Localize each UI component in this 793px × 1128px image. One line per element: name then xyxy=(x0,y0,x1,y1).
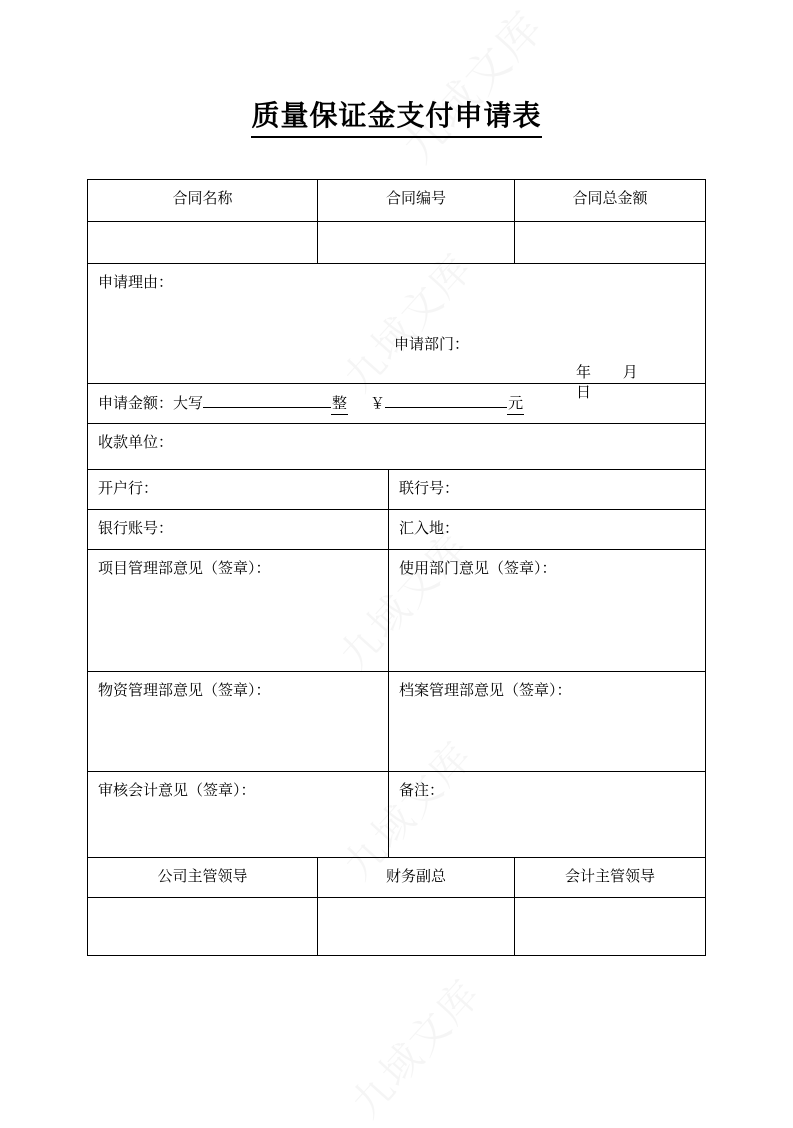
application-reason-label: 申请理由： xyxy=(98,275,174,291)
table-row-payee xyxy=(88,424,706,470)
accounting-leader-signature-field[interactable] xyxy=(515,898,706,956)
cell-contract-name-label xyxy=(88,180,318,222)
table-row-bank-account xyxy=(88,510,706,550)
archives-dept-opinion-cell[interactable] xyxy=(389,672,706,772)
remit-location-cell[interactable] xyxy=(389,510,706,550)
bank-account-label: 银行账号： xyxy=(98,521,174,537)
archives-dept-opinion-label: 档案管理部意见（签章）： xyxy=(399,683,572,699)
audit-accountant-opinion-label: 审核会计意见（签章）： xyxy=(98,783,256,799)
cell-contract-total-label xyxy=(515,180,706,222)
company-leader-signature-field[interactable] xyxy=(88,898,318,956)
project-dept-opinion-label: 项目管理部意见（签章）： xyxy=(98,561,271,577)
amount-chinese-prefix: 大写 xyxy=(173,396,204,412)
table-row-opinion-project-usage xyxy=(88,550,706,672)
cell-accounting-leader-label xyxy=(515,858,706,898)
amount-chinese-suffix: 整 xyxy=(331,394,348,415)
cell-finance-vp-label xyxy=(318,858,515,898)
table-row-reason xyxy=(88,264,706,384)
audit-accountant-opinion-cell[interactable] xyxy=(88,772,389,858)
using-dept-opinion-cell[interactable] xyxy=(389,550,706,672)
amount-numeric-input[interactable] xyxy=(385,407,507,408)
contract-name-label: 合同名称 xyxy=(172,191,233,207)
applicant-department-label: 申请部门： xyxy=(394,337,470,353)
finance-vp-signature-field[interactable] xyxy=(318,898,515,956)
bank-branch-cell[interactable] xyxy=(88,470,389,510)
payee-cell[interactable] xyxy=(88,424,706,470)
project-dept-opinion-cell[interactable] xyxy=(88,550,389,672)
application-reason-cell[interactable] xyxy=(88,264,706,402)
contract-total-label: 合同总金额 xyxy=(572,191,648,207)
watermark-text xyxy=(337,965,492,1128)
table-row-approver-signatures xyxy=(88,898,706,956)
table-row-bank-branch xyxy=(88,470,706,510)
table-row-approver-headers xyxy=(88,858,706,898)
materials-dept-opinion-label: 物资管理部意见（签章）： xyxy=(98,683,271,699)
materials-dept-opinion-cell[interactable] xyxy=(88,672,389,772)
table-row-opinion-audit-remarks xyxy=(88,772,706,858)
table-row-contract-values xyxy=(88,222,706,264)
contract-no-field[interactable] xyxy=(318,222,515,264)
page-title xyxy=(0,94,793,134)
amount-label: 申请金额： xyxy=(98,396,174,412)
accounting-leader-label: 会计主管领导 xyxy=(565,869,656,885)
form-table xyxy=(87,179,706,956)
table-row-contract-headers xyxy=(88,180,706,222)
payee-label: 收款单位： xyxy=(98,435,174,451)
amount-numeric-suffix: 元 xyxy=(507,394,524,415)
finance-vp-label: 财务副总 xyxy=(386,869,447,885)
page-title-text: 质量保证金支付申请表 xyxy=(251,99,541,138)
watermark-text xyxy=(385,0,556,174)
cell-contract-no-label xyxy=(318,180,515,222)
remit-location-label: 汇入地： xyxy=(399,521,460,537)
remarks-cell[interactable] xyxy=(389,772,706,858)
bank-account-cell[interactable] xyxy=(88,510,389,550)
application-date-label: 年 月 日 xyxy=(576,365,652,402)
contract-total-field[interactable] xyxy=(515,222,706,264)
payment-application-form xyxy=(87,179,705,956)
bank-branch-label: 开户行： xyxy=(98,481,159,497)
using-dept-opinion-label: 使用部门意见（签章）： xyxy=(399,561,557,577)
contract-no-label: 合同编号 xyxy=(386,191,447,207)
table-row-opinion-materials-archives xyxy=(88,672,706,772)
remarks-label: 备注： xyxy=(399,783,445,799)
company-leader-label: 公司主管领导 xyxy=(157,869,248,885)
contract-name-field[interactable] xyxy=(88,222,318,264)
bank-cnaps-label: 联行号： xyxy=(399,481,460,497)
bank-cnaps-cell[interactable] xyxy=(389,470,706,510)
amount-chinese-input[interactable] xyxy=(203,407,331,408)
currency-symbol: ￥ xyxy=(370,396,386,412)
cell-company-leader-label xyxy=(88,858,318,898)
